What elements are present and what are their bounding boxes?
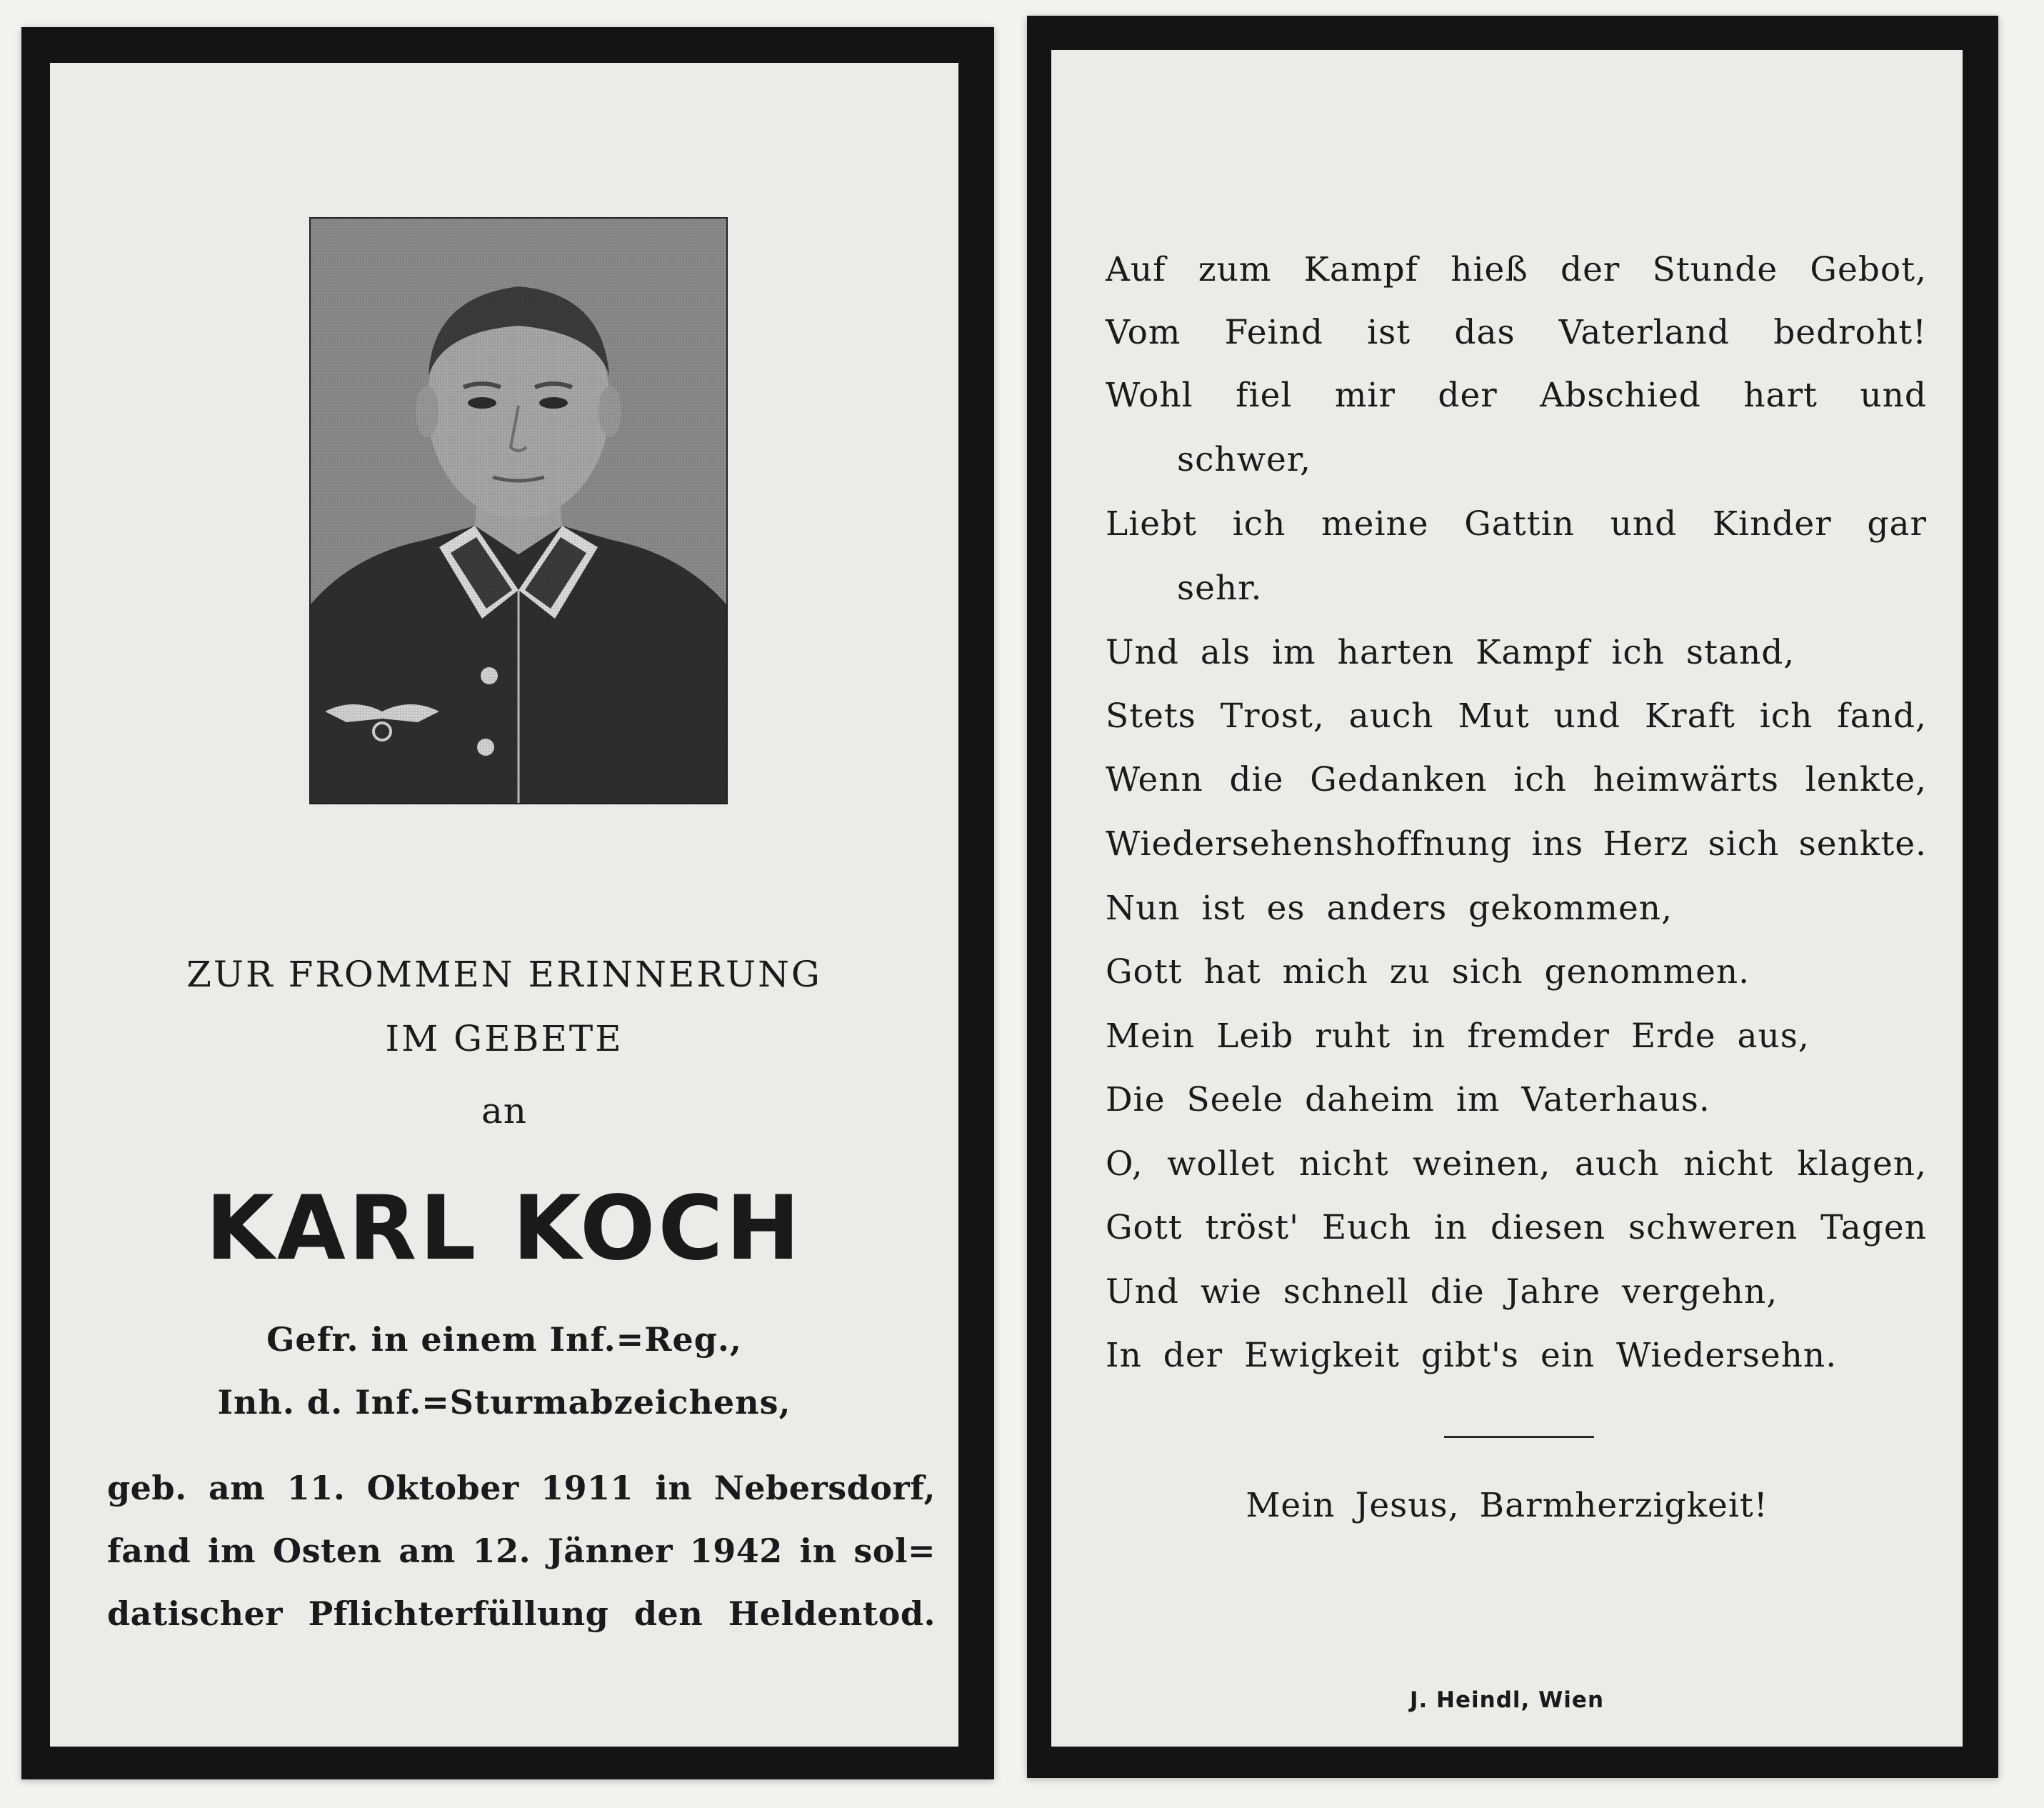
bio-line-3: datischer Pflichterfüllung den Heldentod. [107,1594,936,1633]
poem-line: Gott tröst' Euch in diesen schweren Tagen [1106,1208,1927,1247]
poem-line: O, wollet nicht weinen, auch nicht klagen, [1106,1144,1927,1184]
poem-line: sehr. [1177,569,1263,608]
divider-rule [1444,1436,1594,1438]
poem-line: Auf zum Kampf hieß der Stunde Gebot, [1106,250,1927,289]
poem-line: Gott hat mich zu sich genommen. [1106,952,1750,992]
memorial-card-left-panel [21,27,994,1779]
poem-line: Liebt ich meine Gattin und Kinder gar [1106,504,1927,544]
poem-line: Stets Trost, auch Mut und Kraft ich fand, [1106,696,1927,736]
left-panel-paper [50,63,958,1747]
heading-prayer: IM GEBETE [385,1018,623,1059]
poem-line: In der Ewigkeit gibt's ein Wiedersehn. [1106,1336,1838,1375]
poem-line: Mein Leib ruht in fremder Erde aus, [1106,1017,1810,1056]
poem-line: Die Seele daheim im Vaterhaus. [1106,1080,1710,1119]
poem-line: Und wie schnell die Jahre vergehn, [1106,1272,1778,1312]
poem-line: Wohl fiel mir der Abschied hart und [1106,376,1927,415]
right-panel-paper [1051,50,1963,1747]
rank-line-1: Gefr. in einem Inf.=Reg., [266,1320,742,1359]
heading-an: an [481,1090,527,1132]
soldier-portrait-photo [309,217,728,804]
bio-line-1: geb. am 11. Oktober 1911 in Nebersdorf, [107,1469,936,1507]
poem-line: Wiedersehenshoffnung ins Herz sich senkte. [1106,824,1927,864]
poem-line: Vom Feind ist das Vaterland bedroht! [1106,313,1927,352]
poem-line: Und als im harten Kampf ich stand, [1106,633,1795,672]
poem-line: Wenn die Gedanken ich heimwärts lenkte, [1106,760,1927,799]
bio-line-2: fand im Osten am 12. Jänner 1942 in sol= [107,1532,936,1570]
portrait-illustration [311,219,726,803]
heading-remembrance: ZUR FROMMEN ERINNERUNG [186,954,822,995]
deceased-name: KARL KOCH [205,1177,803,1280]
closing-prayer: Mein Jesus, Barmherzigkeit! [1246,1486,1768,1525]
printer-imprint: J. Heindl, Wien [1409,1687,1605,1713]
rank-line-2: Inh. d. Inf.=Sturmabzeichens, [217,1383,791,1422]
poem-line: schwer, [1177,440,1312,479]
poem-line: Nun ist es anders gekommen, [1106,889,1673,928]
memorial-card-right-panel [1027,16,1998,1778]
